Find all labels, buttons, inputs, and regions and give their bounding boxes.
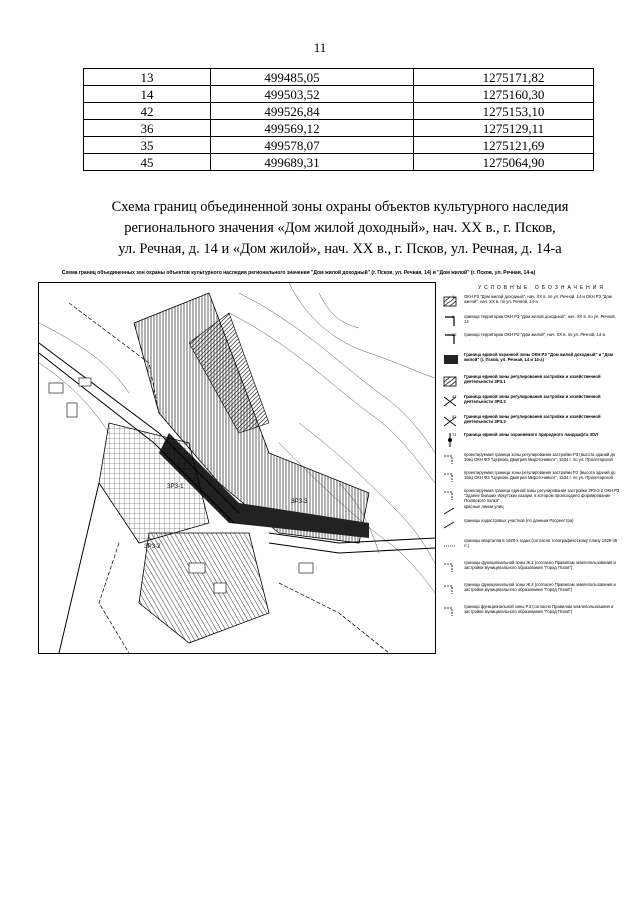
table-row: [84, 103, 594, 120]
table-row: [84, 154, 594, 171]
map-legend: [434, 282, 620, 652]
heading-line: ул. Речная, д. 14 и «Дом жилой», нач. XX в., г. Псков, ул. Речная, д. 14-а: [118, 241, 562, 257]
legend-item: [434, 538, 620, 560]
legend-number: 12: [452, 332, 457, 337]
legend-text: границы кадастровых участков (по данным Росреестра): [464, 518, 574, 523]
point-number-cell: 45: [84, 154, 211, 171]
coordinates-table: [83, 68, 594, 171]
figure-caption: Схема границ объединенных зон охраны объектов культурного наследия регионального значения "Дом жилой доходный" (г. Псков, ул. Речная, 14) и "Дом жилой" (г. Псков, ул. Речная, 14-а): [62, 270, 536, 276]
legend-symbol-icon: [442, 352, 464, 368]
legend-text: границы кварталов в 1920-х годах (согласно топографическому плану 1929-35 гг.): [464, 538, 618, 548]
table-row: [84, 137, 594, 154]
legend-text: Граница единой зоны охраняемого природного ландшафта ЗОЛ: [464, 432, 599, 437]
legend-symbol-icon: [442, 374, 464, 390]
zrz1-map-label: ЗРЗ-1: [167, 484, 184, 490]
legend-item: [434, 332, 620, 354]
x-coordinate-cell: 499503,52: [211, 86, 414, 103]
point-number-cell: 13: [84, 69, 211, 86]
x-coordinate-cell: 499485,05: [211, 69, 414, 86]
legend-number: 52: [452, 414, 457, 419]
table-row: [84, 120, 594, 137]
scheme-heading: [100, 197, 580, 260]
x-coordinate-cell: 499578,07: [211, 137, 414, 154]
legend-text: границы функциональной зоны Ж.4 (согласно Правилам землепользования и застройки муниципального образования "Город Псков"): [464, 582, 616, 592]
legend-symbol-icon: [442, 604, 464, 620]
page-number: 11: [313, 40, 327, 55]
legend-text: проектируемая граница единой зоны регулирования застройки ЗРЗ-3.2 ОКН РЗ "Здание бывших Иркутских казарм, в котором происходило формирование Псковского полка": [464, 488, 620, 503]
legend-number: 1: [452, 294, 455, 299]
legend-symbol-icon: [442, 452, 464, 468]
x-coordinate-cell: 499569,12: [211, 120, 414, 137]
legend-text: Граница единой зоны регулирования застройки и хозяйственной деятельности ЗРЗ.1: [464, 374, 601, 384]
legend-item: [434, 352, 620, 374]
point-number-cell: 36: [84, 120, 211, 137]
legend-text: границы функциональной зоны Ж.1 (согласно Правилам землепользования и застройки муниципального образования "Город Псков"): [464, 560, 616, 570]
legend-item: [434, 374, 620, 396]
table-row: [84, 86, 594, 103]
heading-line: регионального значения «Дом жилой доходный», нач. XX в., г. Псков,: [124, 220, 556, 236]
x-coordinate-cell: 499526,84: [211, 103, 414, 120]
legend-item: [434, 604, 620, 626]
legend-item: [434, 582, 620, 604]
zone-map: [38, 282, 436, 654]
y-coordinate-cell: 1275129,11: [414, 120, 594, 137]
y-coordinate-cell: 1275121,69: [414, 137, 594, 154]
y-coordinate-cell: 1275064,90: [414, 154, 594, 171]
point-number-cell: 14: [84, 86, 211, 103]
legend-text: граница функциональной зоны Р.3 (согласно Правилам землепользования и застройки муниципального образования "Город Псков"): [464, 604, 614, 614]
heading-line: Схема границ объединенной зоны охраны объектов культурного наследия: [111, 199, 569, 215]
legend-text: Граница единой охранной зоны ОКН РЗ "Дом жилой доходный" и "Дом жилой" (г. Псков, ул. Речная, 14 и 14-а): [464, 352, 613, 362]
y-coordinate-cell: 1275171,82: [414, 69, 594, 86]
legend-item: [434, 294, 620, 316]
point-number-cell: 42: [84, 103, 211, 120]
legend-symbol-icon: [442, 582, 464, 598]
zrz2-map-label: ЗРЗ-2: [144, 544, 161, 550]
legend-item: [434, 560, 620, 582]
legend-text: проектируемая граница зоны регулирования застройки Р.2 (высота зданий до 15м) ОКН ФЗ "Церковь Дмитрия Мироточивого", 1534 г. по ул. Пролетарской: [464, 470, 616, 480]
zone-boundary-figure: [38, 270, 620, 650]
legend-text: проектируемая граница зоны регулирования застройки РЗ (высота зданий до 10м) ОКН ФЗ "Церковь Дмитрия Мироточивого", 1534 г. по ул. Пролетарской: [464, 452, 616, 462]
y-coordinate-cell: 1275153,10: [414, 103, 594, 120]
legend-item: [434, 394, 620, 416]
legend-title: УСЛОВНЫЕ ОБОЗНАЧЕНИЯ: [478, 285, 606, 291]
legend-text: Граница единой зоны регулирования застройки и хозяйственной деятельности ЗРЗ.3: [464, 414, 601, 424]
legend-symbol-icon: [442, 538, 464, 554]
legend-symbol-icon: [442, 560, 464, 576]
zrz3-map-label: ЗРЗ-3: [291, 499, 308, 505]
legend-number: 2: [452, 314, 455, 319]
zone-map-drawing: [39, 283, 435, 653]
legend-text: граница территории ОКН РЗ "Дом жилой", нач. XX в. по ул. Речной, 14-а: [464, 332, 605, 337]
legend-text: ОКН РЗ "Дом жилой доходный", нач. XX в. по ул. Речной, 14 и ОКН РЗ "Дом жилой", нач. XX в. по ул. Речной, 14-а: [464, 294, 612, 304]
legend-symbol-icon: [442, 470, 464, 486]
legend-item: [434, 432, 620, 454]
legend-text: граница территории ОКН РЗ "Дом жилой доходный", нач. XX в. по ул. Речной, 14: [464, 314, 616, 324]
legend-number: 71: [452, 432, 457, 437]
table-row: [84, 69, 594, 86]
legend-symbol-icon: [442, 488, 464, 504]
legend-item: [434, 518, 620, 540]
legend-symbol-icon: [442, 518, 464, 534]
x-coordinate-cell: 499689,31: [211, 154, 414, 171]
y-coordinate-cell: 1275160,30: [414, 86, 594, 103]
point-number-cell: 35: [84, 137, 211, 154]
legend-number: 47: [452, 394, 457, 399]
legend-text: Граница единой зоны регулирования застройки и хозяйственной деятельности ЗРЗ.2: [464, 394, 601, 404]
legend-text: красные линии улиц: [464, 504, 504, 509]
